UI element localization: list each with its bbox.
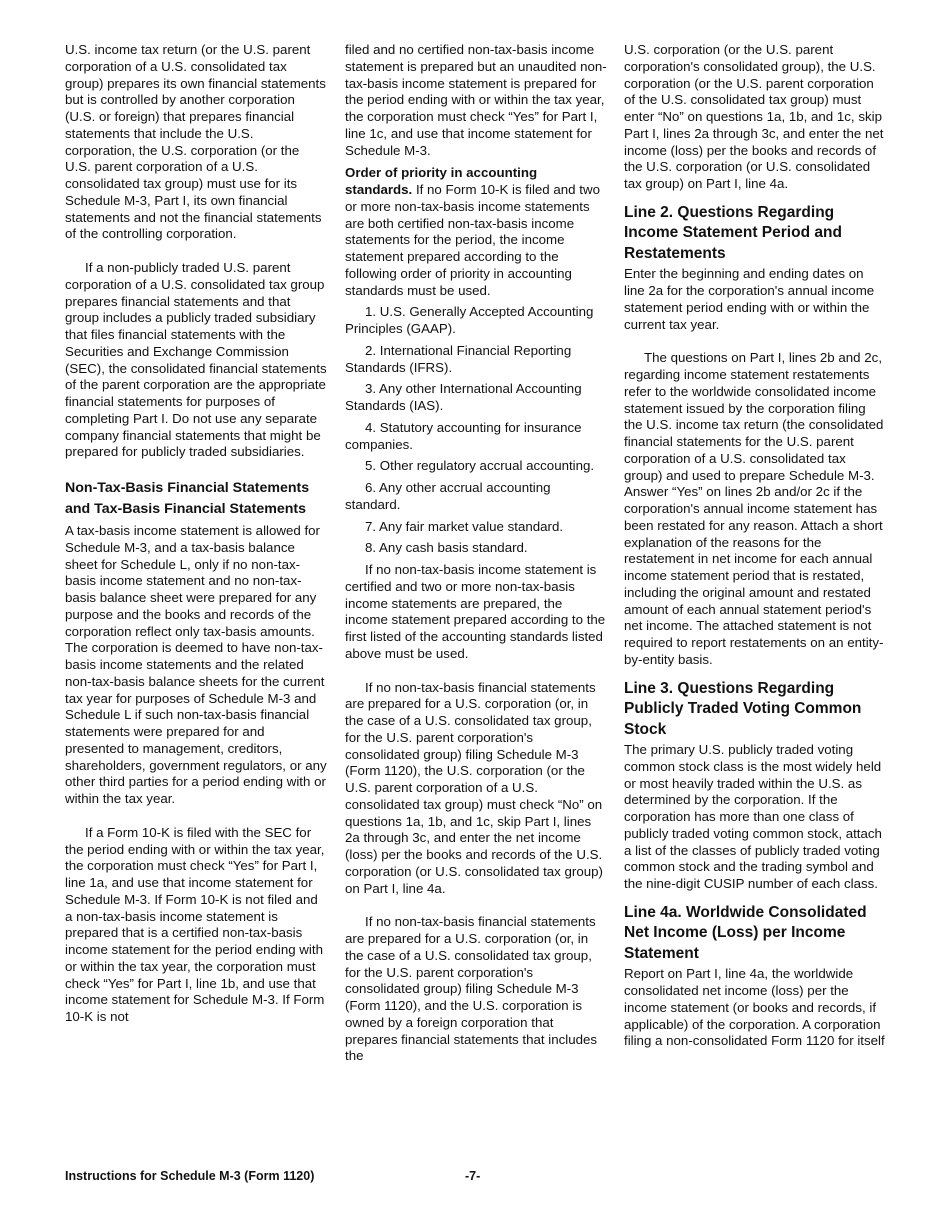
paragraph: If a non-publicly traded U.S. parent corporation of a U.S. consolidated tax group prepares financial statements and that group includes a publicly traded subsidiary that files financial statements with the Securities and Exchange Commission (SEC), the consolidated financial statements of the parent corporation are the appropriate financial statements for purposes of completing Part I. Do not use any separate company financial statements that might be prepared for publicly traded subsidiaries. <box>65 260 327 460</box>
paragraph: U.S. corporation (or the U.S. parent corporation's consolidated group), the U.S. corporation (or the U.S. parent corporation of the U.S. consolidated tax group) must enter “No” on questions 1a, 1b, and 1c, skip Part I, lines 2a through 3c, and enter the net income (loss) per the books and records of the U.S. corporation (or U.S. consolidated tax group) on Part I, line 4a. <box>624 42 884 191</box>
column-1 <box>65 42 327 1026</box>
list-item: 7. Any fair market value standard. <box>365 518 564 534</box>
paragraph: If a Form 10-K is filed with the SEC for the period ending with or within the tax year, the corporation must check “Yes” for Part I, line 1a, and use that income statement for Schedule M-3. If Form 10-K is not filed and a non-tax-basis income statement is prepared that is a certified non-tax-basis income statement for the period ending with or within the tax year, the corporation must check “Yes” for Part I, line 1b, and use that income statement for Schedule M-3. If Form 10-K is not <box>65 824 325 1024</box>
column-2 <box>345 42 607 1065</box>
list-item: 2. International Financial Reporting Standards (IFRS). <box>345 342 572 375</box>
footer-title: Instructions for Schedule M-3 (Form 1120) <box>65 1169 315 1183</box>
list-item: 6. Any other accrual accounting standard. <box>345 480 551 512</box>
paragraph: Enter the beginning and ending dates on line 2a for the corporation's annual income statement period ending with or within the current tax year. <box>624 266 875 332</box>
column-3 <box>624 42 886 1050</box>
paragraph: U.S. income tax return (or the U.S. parent corporation of a U.S. consolidated tax group) prepares its own financial statements but is controlled by another corporation (U.S. or foreign) that prepares financial statements that include the U.S. corporation, the U.S. corporation (or the U.S. parent corporation of a U.S. consolidated tax group) must use for its Schedule M-3, Part I, its own financial statements and not the financial statements of the controlling corporation. <box>65 42 326 242</box>
paragraph: Report on Part I, line 4a, the worldwide consolidated net income (loss) per the income statement (or books and records, if applicable) of the corporation. A corporation filing a non-consolidated Form 1120 for itself <box>624 966 885 1049</box>
paragraph: filed and no certified non-tax-basis income statement is prepared but an unaudited non-tax-basis income statement is prepared for the period ending with or within the tax year, the corporation must check “Yes” for Part I, line 1c, and use that income statement for Schedule M-3. <box>345 42 607 158</box>
run-in-heading: Order of priority in accounting standards. <box>345 165 538 197</box>
section-heading-line-4a: Line 4a. Worldwide Consolidated Net Income (Loss) per Income Statement <box>624 903 867 962</box>
list-item: 4. Statutory accounting for insurance companies. <box>345 419 582 452</box>
list-item: 8. Any cash basis standard. <box>365 540 528 556</box>
paragraph: The primary U.S. publicly traded voting common stock class is the most widely held or most heavily traded within the U.S. as determined by the corporation. If the corporation has more than one class of publicly traded voting common stock, attach a list of the classes of publicly traded voting common stock and the trading symbol and the nine-digit CUSIP number of each class. <box>624 742 882 891</box>
list-item: 1. U.S. Generally Accepted Accounting Principles (GAAP). <box>345 304 594 336</box>
priority-paragraph <box>345 165 607 299</box>
list-item: 3. Any other International Accounting Standards (IAS). <box>345 381 582 413</box>
section-heading-line-3: Line 3. Questions Regarding Publicly Traded Voting Common Stock <box>624 679 862 738</box>
section-heading-non-tax-basis: Non-Tax-Basis Financial Statements and Tax-Basis Financial Statements <box>65 480 310 517</box>
page-number: -7- <box>465 1169 481 1183</box>
section-heading-line-2: Line 2. Questions Regarding Income Statement Period and Restatements <box>624 203 842 262</box>
paragraph: A tax-basis income statement is allowed for Schedule M-3, and a tax-basis balance sheet for Schedule L, only if no non-tax-basis income statement and no non-tax-basis balance sheet were prepared for any purpose and the books and records of the corporation reflect only tax-basis amounts. The corporation is deemed to have non-tax-basis income statements and the related non-tax-basis balance sheets for the current tax year for purposes of Schedule M-3 and Schedule L if such non-tax-basis financial statements were prepared for and presented to management, creditors, shareholders, government regulators, or any other third parties for a period ending with or within the tax year. <box>65 523 327 806</box>
paragraph: If no non-tax-basis financial statements are prepared for a U.S. corporation (or, in the case of a U.S. consolidated tax group, for the U.S. parent corporation's consolidated group) filing Schedule M-3 (Form 1120), the U.S. corporation (or the U.S. parent corporation of a U.S. consolidated tax group) must check “No” on questions 1a, 1b, and 1c, skip Part I, lines 2a through 3c, and enter the net income (loss) per the books and records of the U.S. corporation (or U.S. consolidated tax group) on Part I, line 4a. <box>345 679 603 896</box>
list-item: 5. Other regulatory accrual accounting. <box>365 458 595 474</box>
paragraph: If no non-tax-basis financial statements are prepared for a U.S. corporation (or, in the case of a U.S. consolidated tax group, for the U.S. parent corporation's consolidated group) filing Schedule M-3 (Form 1120), and the U.S. corporation is owned by a foreign corporation that prepares financial statements that includes the <box>345 914 598 1064</box>
paragraph: If no non-tax-basis income statement is certified and two or more non-tax-basis income statements are prepared, the income statement prepared according to the first listed of the accounting standards listed above must be used. <box>345 562 606 661</box>
priority-text: If no Form 10-K is filed and two or more non-tax-basis income statements are both certified non-tax-basis income statements for the period, the income statement prepared according to the following order of priority in accounting standards must be used. <box>345 182 600 298</box>
paragraph: The questions on Part I, lines 2b and 2c, regarding income statement restatements refer to the worldwide consolidated income statement issued by the corporation filing the U.S. income tax return (the consolidated financial statements for the U.S. parent corporation of a U.S. consolidated tax group) and used to prepare Schedule M-3. Answer “Yes” on lines 2b and/or 2c if the corporation's annual income statement has been restated for any reason. Attach a short explanation of the reasons for the restatement in net income for each annual income statement period that is restated, including the original amount and restated amount of each annual statement period's net income. The attached statement is not required to report restatements on an entity-by-entity basis. <box>624 350 884 667</box>
